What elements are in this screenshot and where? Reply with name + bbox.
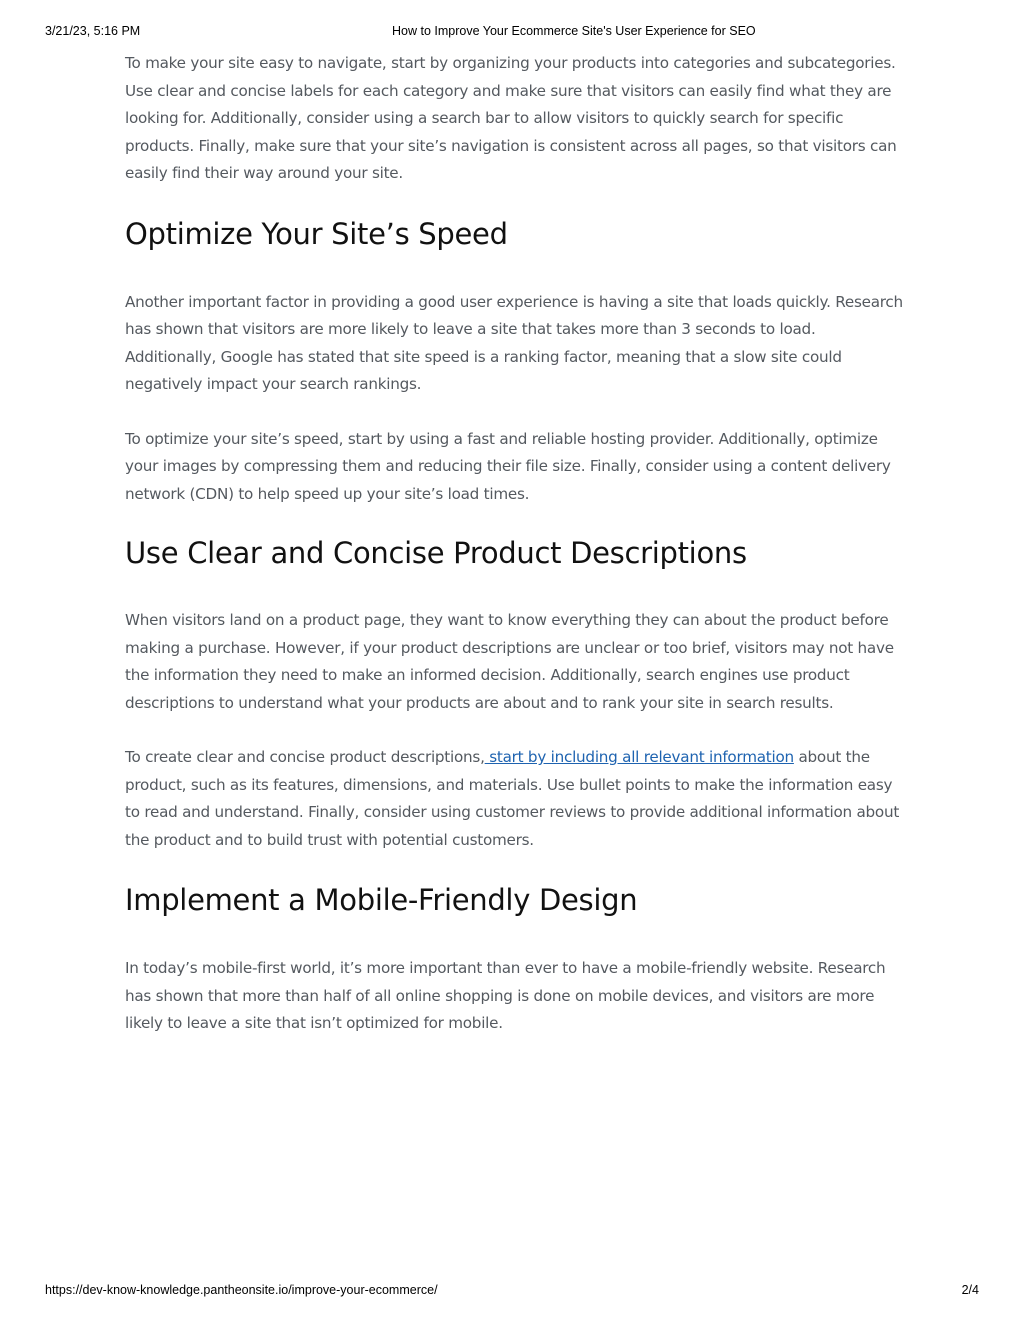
descriptions-paragraph-2-lead: To create clear and concise product descriptions, — [125, 748, 485, 766]
descriptions-paragraph-2-rest: about the product, such as its features, dimensions, and materials. Use bullet points to make the information easy to read and understand. Finally, consider using customer reviews to provide additional information about the product and to build trust with potential customers. — [125, 748, 900, 849]
speed-heading: Optimize Your Site’s Speed — [125, 216, 508, 251]
descriptions-paragraph-1: When visitors land on a product page, they want to know everything they can about the product before making a purchase. However, if your product descriptions are unclear or too brief, visitors may not have the information they need to make an informed decision. Additionally, search engines use product descriptions to understand what your products are about and to rank your site in search results. — [125, 611, 894, 712]
speed-paragraph-2: To optimize your site’s speed, start by using a fast and reliable hosting provider. Additionally, optimize your images by compressing them and reducing their file size. Finally, consider using a content delivery network (CDN) to help speed up your site’s load times. — [125, 429, 891, 503]
mobile-paragraph-1: In today’s mobile-first world, it’s more important than ever to have a mobile-friendly website. Research has shown that more than half of all online shopping is done on mobile devices, and visitors are more likely to leave a site that isn’t optimized for mobile. — [125, 959, 886, 1032]
print-page-number: 2/4 — [961, 1283, 979, 1297]
print-page-title: How to Improve Your Ecommerce Site's User Experience for SEO — [392, 24, 756, 38]
descriptions-paragraph-2 — [125, 744, 905, 854]
print-footer — [0, 1283, 1024, 1299]
mobile-heading: Implement a Mobile-Friendly Design — [125, 883, 638, 917]
print-datetime: 3/21/23, 5:16 PM — [45, 24, 141, 38]
print-header — [0, 24, 1024, 40]
relevant-information-link[interactable]: start by including all relevant information — [484, 748, 794, 766]
navigation-paragraph: To make your site easy to navigate, start by organizing your products into categories and subcategories. Use clear and concise labels for each category and make sure that visitors can easily find what they are looking for. Additionally, consider using a search bar to allow visitors to quickly search for specific products. Finally, make sure that your site’s navigation is consistent across all pages, so that visitors can easily find their way around your site. — [125, 54, 897, 182]
speed-paragraph-1: Another important factor in providing a good user experience is having a site that loads quickly. Research has shown that visitors are more likely to leave a site that takes more than 3 seconds to load. Additionally, Google has stated that site speed is a ranking factor, meaning that a slow site could negatively impact your search rankings. — [125, 292, 903, 393]
print-page-url: https://dev-know-knowledge.pantheonsite.io/improve-your-ecommerce/ — [45, 1283, 438, 1297]
article-body — [125, 50, 905, 1038]
descriptions-heading: Use Clear and Concise Product Descriptions — [125, 536, 747, 570]
